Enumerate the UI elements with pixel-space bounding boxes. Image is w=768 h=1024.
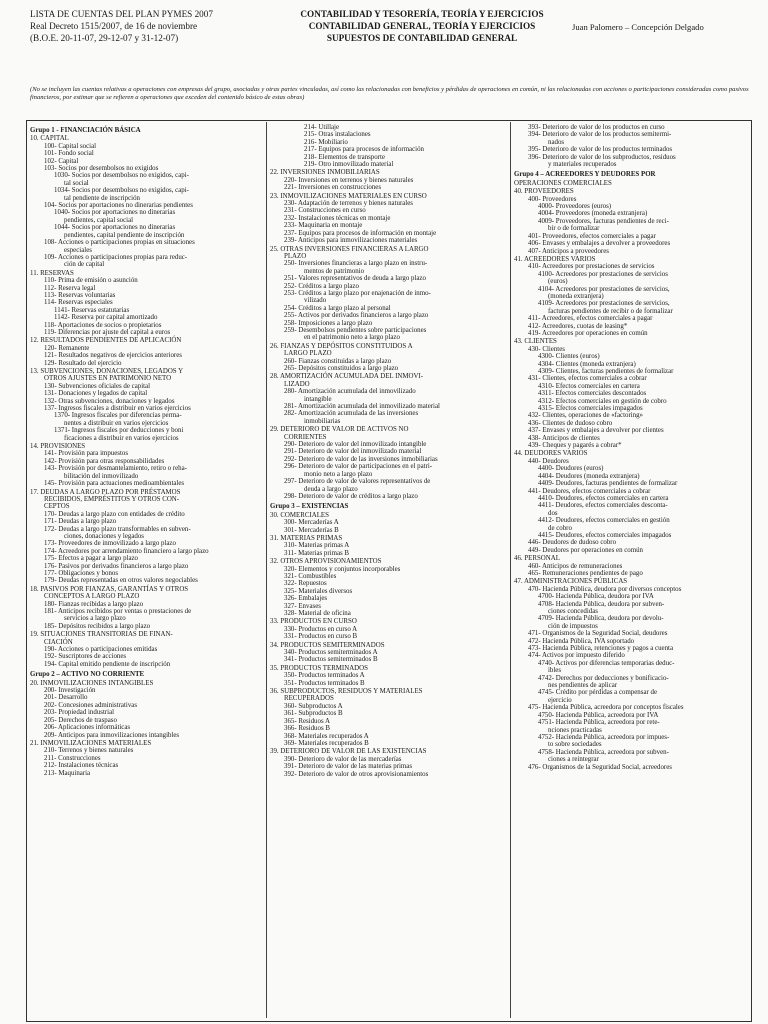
account-section: 10. CAPITAL — [30, 135, 69, 143]
account-entry: 4751- Hacienda Pública, acreedora por rete- — [538, 719, 660, 727]
account-entry: 410- Acreedores por prestaciones de servicios — [528, 263, 655, 271]
account-section: 11. RESERVAS — [30, 269, 74, 277]
account-entry: 351- Productos terminados B — [284, 679, 365, 687]
account-entry: pendientes, capital social — [64, 216, 134, 224]
account-entry: 290- Deterioro de valor del inmovilizado intangible — [284, 441, 427, 449]
account-entry: 181- Anticipos recibidos por ventas o prestaciones de — [44, 608, 192, 615]
account-entry: 4415- Deudores, efectos comerciales impagados — [538, 531, 672, 539]
account-entry: 4742- Derechos por deducciones y bonificacio- — [538, 674, 669, 682]
account-entry: de cobro — [548, 524, 572, 532]
account-entry: 4304- Clientes (moneda extranjera) — [538, 360, 636, 368]
account-section: 39. DETERIORO DE VALOR DE LAS EXISTENCIAS — [270, 748, 427, 756]
account-entry: tal pendiente de inscripción — [64, 194, 140, 202]
account-entry: 330- Productos en curso A — [284, 625, 358, 633]
account-entry: 320- Elementos y conjuntos incorporables — [284, 565, 401, 573]
account-section: 21. INMOVILIZACIONES MATERIALES — [30, 739, 152, 747]
account-entry: 394- Deterioro de valor de los productos semitermi- — [528, 131, 672, 139]
account-entry: 4404- Deudores (moneda extranjera) — [538, 472, 640, 480]
account-entry: servicios a largo plazo — [64, 615, 126, 623]
account-entry: 340- Productos semiterminados A — [284, 649, 378, 657]
account-entry: 202- Concesiones administrativas — [44, 701, 138, 709]
account-entry: 120- Remanente — [44, 344, 90, 352]
account-section: OPERACIONES COMERCIALES — [514, 179, 612, 187]
account-entry: 118- Aportaciones de socios o propietarios — [44, 321, 162, 329]
account-entry: mentos de patrimonio — [304, 267, 365, 275]
account-entry: 258- Imposiciones a largo plazo — [284, 319, 373, 327]
accounts-column-3 — [514, 124, 748, 1018]
account-entry: 350- Productos terminados A — [284, 672, 365, 680]
account-entry: 175- Efectos a pagar a largo plazo — [44, 555, 139, 563]
account-entry: especiales — [64, 246, 92, 254]
account-entry: 1034- Socios por desembolsos no exigidos, capi- — [54, 187, 189, 195]
account-entry: OTROS AJUSTES EN PATRIMONIO NETO — [44, 375, 172, 383]
column-divider-2 — [510, 122, 511, 1018]
account-entry: 220- Inversiones en terrenos y bienes naturales — [284, 176, 414, 184]
account-entry: intangible — [304, 395, 332, 403]
account-section: 13. SUBVENCIONES, DONACIONES, LEGADOS Y — [30, 368, 184, 375]
account-entry: 104- Socios por aportaciones no dinerarias pendientes — [44, 202, 193, 210]
account-entry: 255- Activos por derivados financieros a largo plazo — [284, 312, 429, 320]
document-header-left — [30, 8, 213, 44]
account-entry: LARGO PLAZO — [284, 350, 332, 358]
account-entry: 142- Provisión para otras responsabilidades — [44, 457, 165, 465]
account-entry: 130- Subvenciones oficiales de capital — [44, 382, 151, 390]
account-entry: 327- Envases — [284, 602, 321, 610]
account-entry: 4758- Hacienda Pública, acreedora por subven- — [538, 748, 669, 756]
header-title: LISTA DE CUENTAS DEL PLAN PYMES 2007 — [30, 9, 213, 19]
account-entry: 400- Proveedores — [528, 195, 577, 203]
account-entry: 203- Propiedad industrial — [44, 709, 115, 717]
account-entry: 239- Anticipos para inmovilizaciones materiales — [284, 237, 418, 245]
group-heading: Grupo 1 - FINANCIACIÓN BÁSICA — [30, 127, 141, 134]
account-section: 41. ACREEDORES VARIOS — [514, 255, 596, 263]
account-entry: 103- Socios por desembolsos no exigidos — [44, 165, 159, 173]
account-section: 14. PROVISIONES — [30, 443, 86, 451]
account-entry: 4412- Deudores, efectos comerciales en gestión — [538, 517, 670, 525]
account-section: 19. SITUACIONES TRANSITORIAS DE FINAN- — [30, 631, 173, 639]
account-entry: 430- Clientes — [528, 345, 565, 353]
account-entry: 102- Capital — [44, 157, 79, 165]
account-entry: CORRIENTES — [284, 433, 327, 441]
account-entry: 214- Utillaje — [304, 124, 340, 131]
account-entry: 395- Deterioro de valor de los productos terminados — [528, 146, 673, 154]
account-entry: 108- Acciones o participaciones propias en situaciones — [44, 239, 195, 247]
account-entry: 296- Deterioro de valor de participaciones en el patri- — [284, 463, 433, 471]
account-entry: 393- Deterioro de valor de los productos en curso — [528, 124, 665, 131]
account-entry: ciones concedidas — [548, 608, 598, 615]
book-title-2: CONTABILIDAD GENERAL, TEORÍA Y EJERCICIOS — [308, 21, 536, 31]
account-entry: CEPTOS — [44, 503, 70, 511]
account-entry: dos — [548, 509, 558, 517]
account-entry: 216- Mobiliario — [304, 138, 348, 146]
account-entry: 131- Donaciones y legados de capital — [44, 390, 148, 398]
account-entry: ción de impuestos — [548, 622, 598, 630]
account-entry: 4311- Efectos comerciales descontados — [538, 390, 647, 398]
account-entry: 112- Reserva legal — [44, 284, 96, 292]
account-entry: 465- Remuneraciones pendientes de pago — [528, 569, 643, 577]
account-entry: 172- Deudas a largo plazo transformables en subven- — [44, 525, 191, 533]
account-entry: nados — [548, 138, 565, 146]
account-entry: 121- Resultados negativos de ejercicios anteriores — [44, 352, 182, 360]
account-entry: 361- Subproductos B — [284, 710, 343, 718]
account-entry: 321- Combustibles — [284, 572, 337, 580]
account-entry: 437- Envases y embalajes a devolver por clientes — [528, 427, 664, 435]
account-entry: 325- Materiales diversos — [284, 587, 353, 595]
account-entry: 206- Aplicaciones informáticas — [44, 724, 131, 732]
account-entry: nentes a distribuir en varios ejercicios — [64, 419, 169, 427]
account-entry: 221- Inversiones en construcciones — [284, 184, 382, 192]
account-section: 35. PRODUCTOS TERMINADOS — [270, 664, 368, 672]
account-entry: 4409- Deudores, facturas pendientes de formalizar — [538, 480, 678, 488]
account-entry: 446- Deudores de dudoso cobro — [528, 539, 617, 547]
account-entry: 180- Fianzas recibidas a largo plazo — [44, 600, 144, 608]
header-decree: Real Decreto 1515/2007, de 16 de noviembre — [30, 21, 198, 31]
account-entry: 441- Deudores, efectos comerciales a cobrar — [528, 487, 651, 495]
account-entry: 474- Activos por impuesto diferido — [528, 652, 625, 660]
account-entry: RECUPERADOS — [284, 695, 334, 703]
account-entry: 322- Repuestos — [284, 580, 327, 588]
account-entry: 291- Deterioro de valor del inmovilizado material — [284, 448, 422, 456]
account-entry: bilitación del inmovilizado — [64, 472, 139, 480]
account-entry: 470- Hacienda Pública, deudora por diversos conceptos — [528, 585, 682, 593]
account-entry: 369- Materiales recuperados B — [284, 739, 369, 747]
account-entry: 280- Amortización acumulada del inmovilizado — [284, 388, 416, 396]
account-entry: RECIBIDOS, EMPRÉSTITOS Y OTROS CON- — [44, 495, 180, 503]
account-entry: 254- Créditos a largo plazo al personal — [284, 304, 391, 312]
account-entry: 282- Amortización acumulada de las inversiones — [284, 410, 419, 418]
account-entry: (moneda extranjera) — [548, 292, 604, 300]
account-entry: 1370- Ingresos fiscales por diferencias perma- — [54, 412, 182, 420]
account-entry: 211- Construcciones — [44, 754, 101, 762]
account-entry: 4004- Proveedores (moneda extranjera) — [538, 210, 648, 218]
account-entry: 4300- Clientes (euros) — [538, 353, 600, 361]
account-entry: 392- Deterioro de valor de otros aprovisionamientos — [284, 770, 429, 778]
account-entry: 439- Cheques y pagarés a cobrar* — [528, 442, 622, 450]
account-entry: ejercicio — [548, 696, 572, 704]
account-entry: 4410- Deudores, efectos comerciales en cartera — [538, 494, 669, 502]
account-entry: 396- Deterioro de valor de los subproductos, residuos — [528, 153, 676, 161]
account-entry: pendientes, capital pendiente de inscripción — [64, 231, 185, 239]
group-heading: Grupo 3 – EXISTENCIAS — [270, 503, 349, 511]
account-entry: 232- Instalaciones técnicas en montaje — [284, 214, 391, 222]
account-section: 34. PRODUCTOS SEMITERMINADOS — [270, 641, 385, 649]
account-entry: 173- Proveedores de inmovilizado a largo plazo — [44, 540, 176, 548]
account-entry: ficaciones a distribuir en varios ejercicios — [64, 434, 179, 442]
account-entry: 449- Deudores por operaciones en común — [528, 546, 643, 554]
account-entry: 391- Deterioro de valor de las materias primas — [284, 763, 413, 771]
account-entry: 212- Instalaciones técnicas — [44, 762, 119, 770]
account-section: 22. INVERSIONES INMOBILIARIAS — [270, 169, 380, 177]
account-entry: 311- Materias primas B — [284, 549, 349, 557]
account-entry: 406- Envases y embalajes a devolver a proveedores — [528, 240, 671, 248]
account-entry: 201- Desarrollo — [44, 694, 88, 702]
account-entry: ciones, donaciones y legados — [64, 532, 144, 540]
account-section: 40. PROVEEDORES — [514, 188, 574, 196]
account-entry: 471- Organismos de la Seguridad Social, deudores — [528, 630, 668, 638]
account-section: 46. PERSONAL — [514, 555, 560, 563]
account-entry: 109- Acciones o participaciones propias para reduc- — [44, 253, 188, 261]
account-entry: 174- Acreedores por arrendamiento financiero a largo plazo — [44, 547, 209, 555]
account-entry: CIACIÓN — [44, 638, 73, 646]
account-entry: nes pendientes de aplicar — [548, 682, 618, 690]
account-section: 18. PASIVOS POR FIANZAS, GARANTÍAS Y OTROS — [30, 585, 189, 593]
account-entry: 259- Desembolsos pendientes sobre participaciones — [284, 326, 427, 334]
account-entry: 209- Anticipos para inmovilizaciones intangibles — [44, 731, 180, 739]
account-entry: 300- Mercaderías A — [284, 519, 339, 527]
account-entry: 438- Anticipos de clientes — [528, 434, 600, 442]
account-entry: 132- Otras subvenciones, donaciones y legados — [44, 397, 175, 405]
account-section: 28. AMORTIZACIÓN ACUMULADA DEL INMOVI- — [270, 373, 424, 381]
account-entry: 252- Créditos a largo plazo — [284, 282, 359, 290]
account-section: 47. ADMINISTRACIONES PÚBLICAS — [514, 578, 628, 586]
account-entry: 341- Productos semiterminados B — [284, 656, 378, 664]
account-entry: 100- Capital social — [44, 142, 97, 150]
account-entry: 265- Depósitos constituidos a largo plazo — [284, 365, 399, 372]
account-entry: 171- Deudas a largo plazo — [44, 518, 117, 526]
account-entry: 129- Resultado del ejercicio — [44, 359, 122, 367]
account-entry: 4104- Acreedores por prestaciones de servicios, — [538, 285, 670, 293]
account-entry: 292- Deterioro de valor de las inversiones inmobiliarias — [284, 455, 438, 463]
account-entry: 390- Deterioro de valor de las mercaderías — [284, 755, 402, 763]
account-entry: inmobiliarias — [304, 417, 341, 425]
account-section: 44. DEUDORES VARIOS — [514, 450, 588, 458]
account-entry: 110- Prima de emisión o asunción — [44, 277, 138, 285]
account-entry: 170- Deudas a largo plazo con entidades de crédito — [44, 510, 185, 518]
account-entry: 4750- Hacienda Pública, acreedora por IVA — [538, 711, 659, 719]
account-entry: 210- Terrenos y bienes naturales — [44, 747, 134, 755]
account-section: 31. MATERIAS PRIMAS — [270, 534, 343, 542]
header-boe: (B.O.E. 20-11-07, 29-12-07 y 31-12-07) — [30, 33, 179, 43]
account-entry: 4109- Acreedores por prestaciones de servicios, — [538, 300, 670, 308]
account-entry: 460- Anticipos de remuneraciones — [528, 562, 623, 570]
account-entry: 114- Reservas especiales — [44, 299, 113, 307]
account-entry: 215- Otras instalaciones — [304, 131, 371, 139]
account-entry: 233- Maquinaria en montaje — [284, 222, 363, 230]
account-entry: 328- Material de oficina — [284, 610, 351, 617]
account-entry: 4309- Clientes, facturas pendientes de formalizar — [538, 368, 674, 375]
account-entry: 113- Reservas voluntarias — [44, 291, 116, 299]
account-section: 23. INMOVILIZACIONES MATERIALES EN CURSO — [270, 192, 427, 200]
account-entry: 185- Depósitos recibidos a largo plazo — [44, 622, 151, 630]
account-entry: LIZADO — [284, 380, 310, 388]
account-entry: 137- Ingresos fiscales a distribuir en varios ejercicios — [44, 405, 191, 413]
account-entry: PLAZO — [284, 252, 307, 260]
account-entry: 419- Acreedores por operaciones en común — [528, 329, 648, 337]
account-section: 36. SUBPRODUCTOS, RESIDUOS Y MATERIALES — [270, 688, 423, 696]
account-section: 20. INMOVILIZACIONES INTANGIBLES — [30, 679, 154, 687]
account-entry: 440- Deudores — [528, 457, 569, 465]
account-entry: 4312- Efectos comerciales en gestión de cobro — [538, 397, 667, 405]
account-entry: 192- Suscriptores de acciones — [44, 653, 127, 661]
account-section: 33. PRODUCTOS EN CURSO — [270, 618, 357, 626]
account-entry: 237- Equipos para procesos de información en montaje — [284, 229, 437, 237]
account-entry: 431- Clientes, efectos comerciales a cobrar — [528, 375, 647, 383]
group-heading: Grupo 2 – ACTIVO NO CORRIENTE — [30, 671, 145, 679]
account-entry: 1371- Ingresos fiscales por deducciones y boni — [54, 427, 184, 435]
account-entry: 366- Residuos B — [284, 725, 330, 733]
authors: Juan Palomero – Concepción Delgado — [572, 22, 704, 32]
account-entry: 141- Provisión para impuestos — [44, 450, 129, 458]
account-entry: deuda a largo plazo — [304, 485, 358, 493]
account-entry: facturas pendientes de recibir o de formalizar — [548, 307, 673, 315]
account-entry: 190- Acciones o participaciones emitidas — [44, 646, 158, 654]
account-entry: 1030- Socios por desembolsos no exigidos, capi- — [54, 172, 189, 180]
account-entry: 200- Investigación — [44, 687, 96, 695]
account-entry: 4700- Hacienda Pública, deudora por IVA — [538, 593, 654, 601]
account-entry: 219- Otro inmovilizado material — [304, 161, 394, 169]
account-entry: 411- Acreedores, efectos comerciales a pagar — [528, 315, 653, 323]
account-entry: 473- Hacienda Pública, retenciones y pagos a cuenta — [528, 645, 674, 653]
account-section: 17. DEUDAS A LARGO PLAZO POR PRÉSTAMOS — [30, 488, 181, 496]
account-entry: 143- Provisión por desmantelamiento, retiro o reha- — [44, 465, 187, 473]
account-section: 12. RESULTADOS PENDIENTES DE APLICACIÓN — [30, 337, 182, 345]
account-entry: 401- Proveedores, efectos comerciales a pagar — [528, 232, 656, 240]
account-entry: 310- Materias primas A — [284, 542, 350, 550]
account-entry: 217- Equipos para procesos de información — [304, 146, 424, 154]
account-entry: 145- Provisión para actuaciones medioambientales — [44, 480, 185, 488]
account-entry: 472- Hacienda Pública, IVA soportado — [528, 637, 635, 645]
account-entry: 326- Embalajes — [284, 595, 328, 603]
account-entry: 4411- Deudores, efectos comerciales desconta- — [538, 502, 668, 510]
book-title-3: SUPUESTOS DE CONTABILIDAD GENERAL — [326, 33, 518, 43]
account-entry: vilizado — [304, 297, 327, 305]
account-entry: tal social — [64, 179, 89, 187]
account-entry: 436- Clientes de dudoso cobro — [528, 419, 613, 427]
account-entry: 301- Mercaderías B — [284, 526, 339, 534]
account-entry: 218- Elementos de transporte — [304, 153, 385, 161]
account-entry: 230- Adaptación de terrenos y bienes naturales — [284, 200, 413, 208]
book-title-1: CONTABILIDAD Y TESORERÍA, TEORÍA Y EJERCICIOS — [300, 9, 544, 19]
account-entry: 331- Productos en curso B — [284, 633, 358, 641]
account-entry: ción de capital — [64, 261, 105, 269]
accounts-column-2 — [270, 124, 508, 1018]
account-entry: 4009- Proveedores, facturas pendientes de reci- — [538, 217, 669, 225]
account-entry: 4100- Acreedores por prestaciones de servicios — [538, 270, 668, 278]
account-entry: monio neto a largo plazo — [304, 470, 373, 478]
account-entry: 253- Créditos a largo plazo por enajenación de inmo- — [284, 289, 431, 297]
account-entry: 205- Derechos de traspaso — [44, 716, 117, 724]
document-header-center — [272, 8, 572, 44]
account-entry: 4708- Hacienda Pública, deudora por subven- — [538, 600, 665, 608]
account-entry: 297- Deterioro de valor de valores representativos de — [284, 478, 431, 486]
account-entry: 194- Capital emitido pendiente de inscripción — [44, 660, 171, 668]
account-entry: 213- Maquinaria — [44, 769, 91, 777]
account-entry: 4400- Deudores (euros) — [538, 465, 604, 473]
account-entry: 281- Amortización acumulada del inmovilizado material — [284, 403, 440, 411]
account-entry: y materiales recuperados — [548, 161, 617, 169]
account-entry: 476- Organismos de la Seguridad Social, acreedores — [528, 763, 672, 771]
account-entry: 4752- Hacienda Pública, acreedora por impues- — [538, 733, 670, 741]
account-entry: 368- Materiales recuperados A — [284, 732, 369, 740]
account-entry: 260- Fianzas constituidas a largo plazo — [284, 357, 392, 365]
account-entry: 412- Acreedores, cuotas de leasing* — [528, 322, 628, 330]
account-entry: 179- Deudas representadas en otros valores negociables — [44, 577, 198, 585]
account-section: 30. COMERCIALES — [270, 511, 329, 519]
account-entry: nciones practicadas — [548, 726, 602, 734]
account-entry: bir o de formalizar — [548, 225, 600, 233]
account-entry: 407- Anticipos a proveedores — [528, 247, 609, 255]
account-entry: 177- Obligaciones y bonos — [44, 569, 119, 577]
intro-note: (No se incluyen las cuentas relativas a operaciones con empresas del grupo, asociadas y otras partes vinculadas, así como las relacionadas con beneficios y pérdidas de operaciones en común, ni las relacionadas con acciones o participaciones consideradas como pasivos financieros, por estimar que se refieren a operaciones que exceden del contenido básico de estas obras) — [30, 86, 749, 102]
account-entry: 360- Subproductos A — [284, 702, 343, 710]
account-entry: to sobre sociedades — [548, 741, 602, 749]
account-entry: (euros) — [548, 278, 568, 286]
account-entry: 1142- Reserva por capital amortizado — [54, 314, 158, 322]
group-heading: Grupo 4 – ACREEDORES Y DEUDORES POR — [514, 171, 656, 179]
account-entry: 1044- Socios por aportaciones no dinerarias — [54, 224, 176, 232]
account-entry: 231- Construcciones en curso — [284, 207, 366, 215]
account-section: 32. OTROS APROVISIONAMIENTOS — [270, 558, 382, 566]
account-entry: CONCEPTOS A LARGO PLAZO — [44, 593, 140, 601]
account-entry: ciones a reintegrar — [548, 756, 599, 764]
account-section: 43. CLIENTES — [514, 338, 557, 346]
account-entry: 250- Inversiones financieras a largo plazo en instru- — [284, 260, 428, 268]
account-entry: 4310- Efectos comerciales en cartera — [538, 382, 640, 390]
account-section: 29. DETERIORO DE VALOR DE ACTIVOS NO — [270, 426, 409, 434]
account-entry: 4745- Crédito por pérdidas a compensar de — [538, 689, 658, 697]
account-entry: 365- Residuos A — [284, 717, 330, 725]
account-entry: 1141- Reservas estatutarias — [54, 306, 130, 314]
account-entry: 1040- Socios por aportaciones no dinerarias — [54, 209, 176, 217]
account-entry: 4000- Proveedores (euros) — [538, 203, 612, 211]
account-section: 26. FIANZAS Y DEPÓSITOS CONSTITUIDOS A — [270, 342, 413, 350]
accounts-column-1 — [30, 124, 264, 1018]
account-entry: 298- Deterioro de valor de créditos a largo plazo — [284, 492, 418, 500]
account-entry: 432- Clientes, operaciones de «factoring» — [528, 412, 643, 420]
account-entry: 4740- Activos por diferencias temporarias deduc- — [538, 659, 675, 667]
account-entry: 4709- Hacienda Pública, deudora por devolu- — [538, 615, 664, 623]
account-entry: 4315- Efectos comerciales impagados — [538, 405, 643, 413]
account-entry: ibles — [548, 667, 562, 675]
account-entry: 475- Hacienda Pública, acreedora por conceptos fiscales — [528, 704, 684, 712]
column-divider-1 — [266, 122, 267, 1018]
account-entry: 251- Valores representativos de deuda a largo plazo — [284, 275, 426, 283]
account-entry: 176- Pasivos por derivados financieros a largo plazo — [44, 562, 189, 570]
account-entry: 101- Fondo social — [44, 150, 94, 158]
account-section: 25. OTRAS INVERSIONES FINANCIERAS A LARGO — [270, 245, 429, 253]
account-entry: 119- Diferencias por ajuste del capital a euros — [44, 328, 171, 336]
account-entry: en el patrimonio neto a largo plazo — [304, 334, 400, 342]
